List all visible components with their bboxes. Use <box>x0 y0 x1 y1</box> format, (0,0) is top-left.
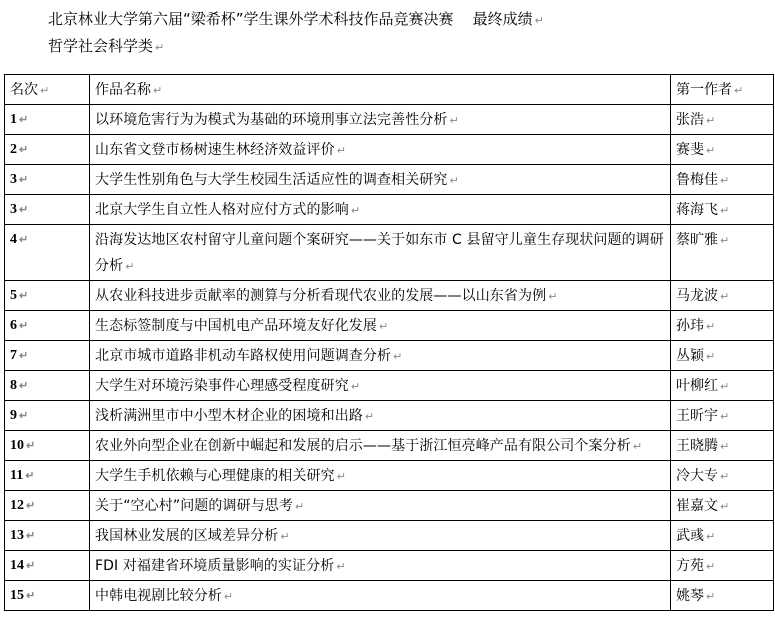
paragraph-mark-icon: ↵ <box>720 174 730 187</box>
author-cell: 张浩 ↵ <box>671 105 774 135</box>
work-title-cell: 生态标签制度与中国机电产品环境友好化发展 ↵ <box>90 311 671 341</box>
paragraph-mark-icon: ↵ <box>720 410 730 423</box>
results-table <box>4 74 774 611</box>
paragraph-mark-icon: ↵ <box>280 530 290 543</box>
work-title-cell: FDI 对福建省环境质量影响的实证分析 ↵ <box>90 551 671 581</box>
column-header-rank: 名次 ↵ <box>5 75 90 105</box>
paragraph-mark-icon: ↵ <box>336 144 347 157</box>
paragraph-mark-icon: ↵ <box>379 320 389 333</box>
author-cell: 武彧 ↵ <box>671 521 774 551</box>
rank-cell: 6 ↵ <box>5 311 90 341</box>
paragraph-mark-icon: ↵ <box>350 380 361 393</box>
paragraph-mark-icon: ↵ <box>548 290 558 303</box>
rank-cell: 12 ↵ <box>5 491 90 521</box>
work-title-cell: 北京市城市道路非机动车路权使用问题调查分析 ↵ <box>90 341 671 371</box>
column-header-title: 作品名称 ↵ <box>90 75 671 105</box>
rank-cell: 10 ↵ <box>5 431 90 461</box>
work-title-cell: 山东省文登市杨树速生林经济效益评价 ↵ <box>90 135 671 165</box>
title-main: 北京林业大学第六届“梁希杯”学生课外学术科技作品竞赛决赛 <box>48 10 454 28</box>
table-row <box>5 341 774 371</box>
table-row <box>5 225 774 281</box>
paragraph-mark-icon: ↵ <box>720 234 730 247</box>
paragraph-mark-icon: ↵ <box>125 260 135 273</box>
table-row <box>5 311 774 341</box>
paragraph-mark-icon: ↵ <box>706 590 716 603</box>
paragraph-mark-icon: ↵ <box>19 320 29 332</box>
work-title-cell: 浅析满洲里市中小型木材企业的困境和出路 ↵ <box>90 401 671 431</box>
table-row <box>5 401 774 431</box>
paragraph-mark-icon: ↵ <box>336 560 346 573</box>
author-cell: 王晓腾 ↵ <box>671 431 774 461</box>
paragraph-mark-icon: ↵ <box>706 320 716 333</box>
paragraph-mark-icon: ↵ <box>26 440 36 452</box>
author-cell: 孙玮 ↵ <box>671 311 774 341</box>
table-row <box>5 165 774 195</box>
author-cell: 马龙波 ↵ <box>671 281 774 311</box>
rank-cell: 3 ↵ <box>5 195 90 225</box>
table-row <box>5 521 774 551</box>
work-title-cell: 大学生性别角色与大学生校园生活适应性的调查相关研究 ↵ <box>90 165 671 195</box>
work-title-cell: 中韩电视剧比较分析 ↵ <box>90 581 671 611</box>
paragraph-mark-icon: ↵ <box>19 204 29 216</box>
paragraph-mark-icon: ↵ <box>720 470 730 483</box>
paragraph-mark-icon: ↵ <box>25 470 35 482</box>
paragraph-mark-icon: ↵ <box>393 350 403 363</box>
paragraph-mark-icon: ↵ <box>632 440 643 453</box>
document-subtitle <box>48 36 164 58</box>
paragraph-mark-icon: ↵ <box>155 41 165 54</box>
paragraph-mark-icon: ↵ <box>706 350 716 363</box>
paragraph-mark-icon: ↵ <box>449 114 459 127</box>
paragraph-mark-icon: ↵ <box>19 144 29 156</box>
work-title-cell: 关于“空心村”问题的调研与思考 ↵ <box>90 491 671 521</box>
paragraph-mark-icon: ↵ <box>19 350 29 362</box>
rank-cell: 3 ↵ <box>5 165 90 195</box>
rank-cell: 11 ↵ <box>5 461 90 491</box>
paragraph-mark-icon: ↵ <box>706 560 716 573</box>
rank-cell: 7 ↵ <box>5 341 90 371</box>
work-title-cell: 北京大学生自立性人格对应付方式的影响 ↵ <box>90 195 671 225</box>
paragraph-mark-icon: ↵ <box>26 560 36 572</box>
rank-cell: 2 ↵ <box>5 135 90 165</box>
table-row <box>5 551 774 581</box>
category-label: 哲学社会科学类 <box>48 37 154 55</box>
rank-cell: 14 ↵ <box>5 551 90 581</box>
rank-cell: 5 ↵ <box>5 281 90 311</box>
paragraph-mark-icon: ↵ <box>706 144 716 157</box>
author-cell: 方苑 ↵ <box>671 551 774 581</box>
paragraph-mark-icon: ↵ <box>449 174 459 187</box>
table-row <box>5 105 774 135</box>
table-row <box>5 431 774 461</box>
table-header-row <box>5 75 774 105</box>
paragraph-mark-icon: ↵ <box>19 410 29 422</box>
paragraph-mark-icon: ↵ <box>336 470 347 483</box>
paragraph-mark-icon: ↵ <box>350 204 361 217</box>
paragraph-mark-icon: ↵ <box>706 530 716 543</box>
work-title-cell: 大学生手机依赖与心理健康的相关研究 ↵ <box>90 461 671 491</box>
author-cell: 鲁梅佳 ↵ <box>671 165 774 195</box>
work-title-cell: 大学生对环境污染事件心理感受程度研究 ↵ <box>90 371 671 401</box>
paragraph-mark-icon: ↵ <box>295 500 305 513</box>
author-cell: 蒋海飞 ↵ <box>671 195 774 225</box>
paragraph-mark-icon: ↵ <box>720 380 730 393</box>
table-row <box>5 195 774 225</box>
work-title-cell: 我国林业发展的区域差异分析 ↵ <box>90 521 671 551</box>
rank-cell: 8 ↵ <box>5 371 90 401</box>
author-cell: 姚琴 ↵ <box>671 581 774 611</box>
column-header-author: 第一作者 ↵ <box>671 75 774 105</box>
author-cell: 王昕宇 ↵ <box>671 401 774 431</box>
rank-cell: 15 ↵ <box>5 581 90 611</box>
rank-cell: 1 ↵ <box>5 105 90 135</box>
rank-cell: 13 ↵ <box>5 521 90 551</box>
work-title-cell: 农业外向型企业在创新中崛起和发展的启示——基于浙江恒亮峰产品有限公司个案分析 ↵ <box>90 431 671 461</box>
author-cell: 蔡旷雅 ↵ <box>671 225 774 281</box>
table-row <box>5 135 774 165</box>
work-title-cell: 沿海发达地区农村留守儿童问题个案研究——关于如东市 C 县留守儿童生存现状问题的调研分析 ↵ <box>90 225 671 281</box>
paragraph-mark-icon: ↵ <box>26 530 36 542</box>
paragraph-mark-icon: ↵ <box>364 410 375 423</box>
paragraph-mark-icon: ↵ <box>26 590 36 602</box>
paragraph-mark-icon: ↵ <box>223 590 234 603</box>
table-row <box>5 371 774 401</box>
paragraph-mark-icon: ↵ <box>19 114 29 126</box>
title-tail: 最终成绩 <box>472 10 533 28</box>
paragraph-mark-icon: ↵ <box>720 500 730 513</box>
work-title-cell: 以环境危害行为为模式为基础的环境刑事立法完善性分析 ↵ <box>90 105 671 135</box>
work-title-cell: 从农业科技进步贡献率的测算与分析看现代农业的发展——以山东省为例 ↵ <box>90 281 671 311</box>
document-title <box>48 9 544 31</box>
author-cell: 叶柳红 ↵ <box>671 371 774 401</box>
table-row <box>5 281 774 311</box>
author-cell: 赛斐 ↵ <box>671 135 774 165</box>
rank-cell: 9 ↵ <box>5 401 90 431</box>
rank-cell: 4 ↵ <box>5 225 90 281</box>
paragraph-mark-icon: ↵ <box>706 114 716 127</box>
paragraph-mark-icon: ↵ <box>720 204 730 217</box>
paragraph-mark-icon: ↵ <box>534 14 544 27</box>
author-cell: 冷大专 ↵ <box>671 461 774 491</box>
paragraph-mark-icon: ↵ <box>26 500 36 512</box>
author-cell: 丛颖 ↵ <box>671 341 774 371</box>
paragraph-mark-icon: ↵ <box>19 290 29 302</box>
paragraph-mark-icon: ↵ <box>19 234 29 246</box>
paragraph-mark-icon: ↵ <box>19 174 29 186</box>
table-row <box>5 581 774 611</box>
paragraph-mark-icon: ↵ <box>720 440 730 453</box>
paragraph-mark-icon: ↵ <box>720 290 730 303</box>
author-cell: 崔嘉文 ↵ <box>671 491 774 521</box>
table-row <box>5 461 774 491</box>
paragraph-mark-icon: ↵ <box>19 380 29 392</box>
table-row <box>5 491 774 521</box>
